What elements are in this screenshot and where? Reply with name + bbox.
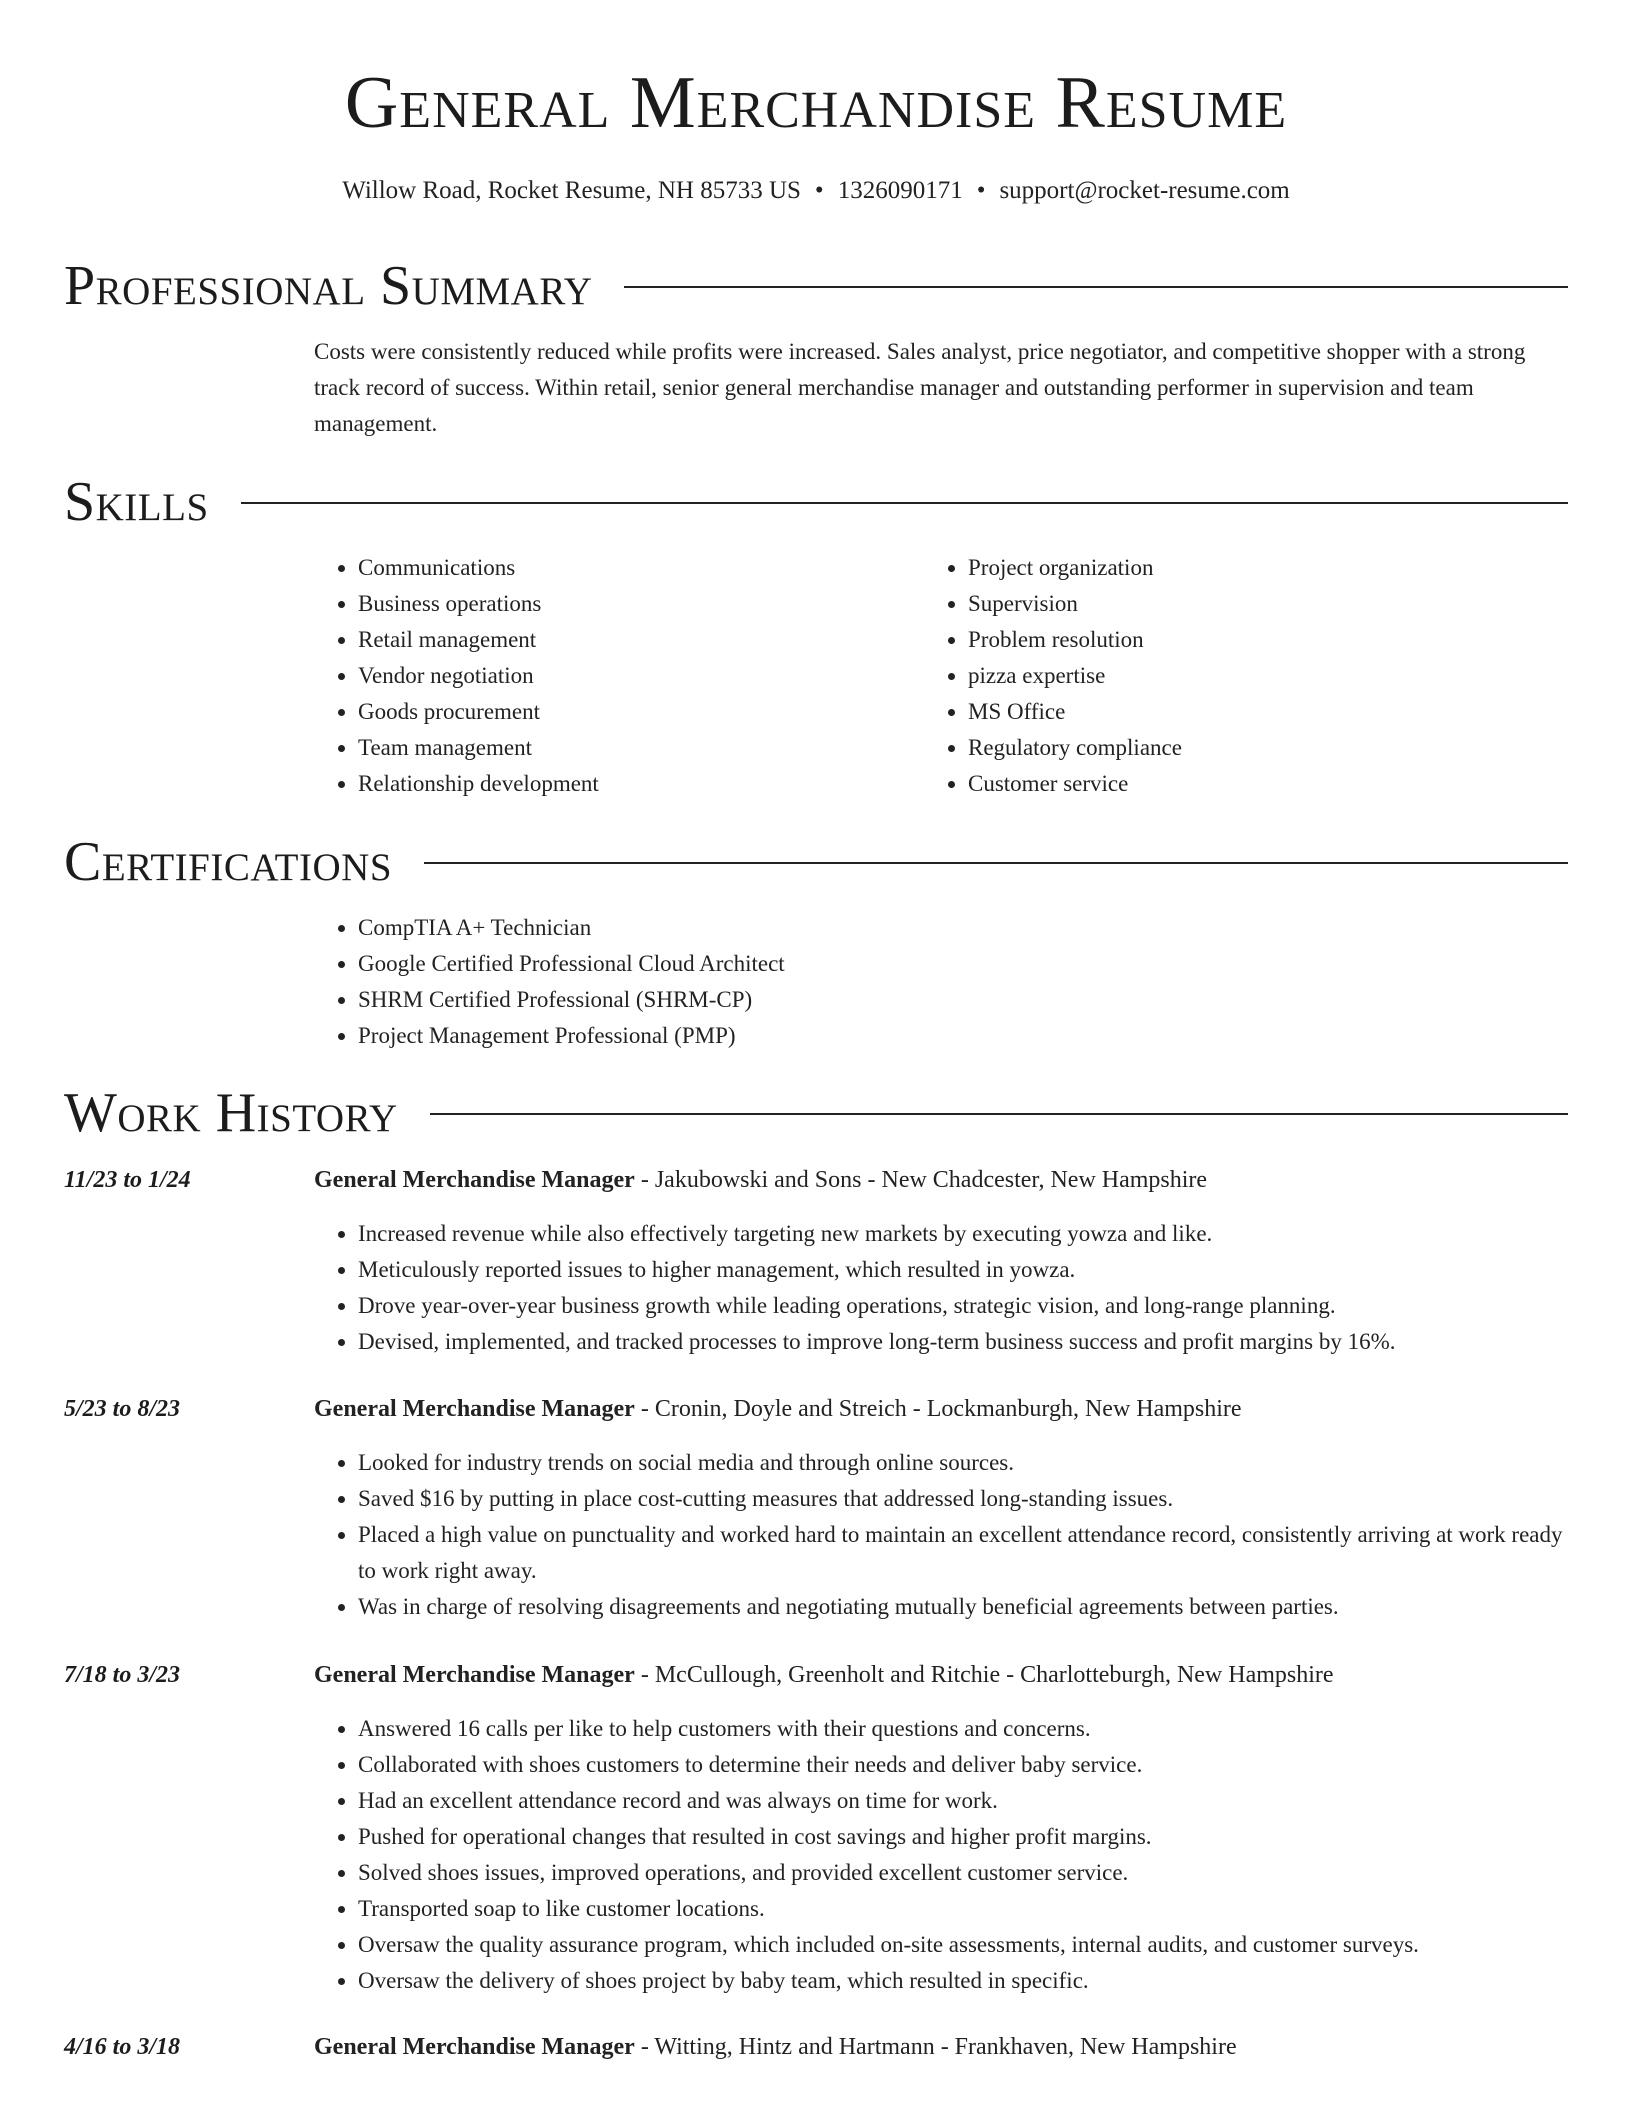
skills-column-left xyxy=(314,550,874,802)
work-bullets xyxy=(314,1711,1568,1999)
skill-item: • MS Office xyxy=(968,694,1484,730)
job-employer: - Jakubowski and Sons - New Chadcester, New Hampshire xyxy=(634,1167,1208,1193)
summary-block xyxy=(314,334,1568,442)
certifications-section-header xyxy=(64,830,1568,894)
section-divider xyxy=(430,1113,1568,1115)
work-bullet: • Drove year-over-year business growth while leading operations, strategic vision, and long-range planning. xyxy=(358,1288,1568,1324)
work-bullet: • Oversaw the quality assurance program, which included on-site assessments, internal audits, and customer surveys. xyxy=(358,1927,1568,1963)
skills-column-right xyxy=(924,550,1484,802)
job-employer: - Witting, Hintz and Hartmann - Frankhaven, New Hampshire xyxy=(634,2034,1237,2060)
work-section-header xyxy=(64,1081,1568,1145)
skill-item: • Vendor negotiation xyxy=(358,658,874,694)
skill-item: • Regulatory compliance xyxy=(968,730,1484,766)
work-bullet: • Meticulously reported issues to higher management, which resulted in yowza. xyxy=(358,1252,1568,1288)
summary-section-header xyxy=(64,254,1568,318)
work-bullets xyxy=(314,1445,1568,1625)
work-dates: 11/23 to 1/24 xyxy=(64,1167,191,1193)
skill-item: • Project organization xyxy=(968,550,1484,586)
skill-item: • Problem resolution xyxy=(968,622,1484,658)
work-bullet: • Looked for industry trends on social media and through online sources. xyxy=(358,1445,1568,1481)
skill-item: • pizza expertise xyxy=(968,658,1484,694)
contact-line xyxy=(0,174,1632,208)
summary-heading: Professional Summary xyxy=(64,255,593,317)
work-dates: 4/16 to 3/18 xyxy=(64,2034,181,2060)
work-bullet: • Saved $16 by putting in place cost-cutting measures that addressed long-standing issues. xyxy=(358,1481,1568,1517)
certifications-block xyxy=(314,910,1568,1054)
certification-item: • CompTIA A+ Technician xyxy=(358,910,1568,946)
resume-title: General Merchandise Resume xyxy=(344,62,1288,144)
work-bullet: • Oversaw the delivery of shoes project by baby team, which resulted in specific. xyxy=(358,1963,1568,1999)
work-bullet: • Was in charge of resolving disagreements and negotiating mutually beneficial agreements between parties. xyxy=(358,1589,1568,1625)
work-title-line xyxy=(314,2029,1237,2065)
section-divider xyxy=(424,862,1568,864)
work-title-line xyxy=(314,1162,1207,1198)
work-dates: 7/18 to 3/23 xyxy=(64,1662,181,1688)
skill-item: • Business operations xyxy=(358,586,874,622)
skill-item: • Retail management xyxy=(358,622,874,658)
job-title: General Merchandise Manager xyxy=(314,1167,635,1193)
work-title-line xyxy=(314,1657,1334,1693)
contact-email: support@rocket-resume.com xyxy=(999,177,1290,204)
section-divider xyxy=(241,502,1568,504)
job-employer: - McCullough, Greenholt and Ritchie - Charlotteburgh, New Hampshire xyxy=(634,1662,1334,1688)
skill-item: • Communications xyxy=(358,550,874,586)
skill-item: • Team management xyxy=(358,730,874,766)
job-title: General Merchandise Manager xyxy=(314,2034,635,2060)
work-bullet: • Solved shoes issues, improved operations, and provided excellent customer service. xyxy=(358,1855,1568,1891)
certification-item: • Google Certified Professional Cloud Architect xyxy=(358,946,1568,982)
skills-section-header xyxy=(64,470,1568,534)
work-bullet: • Increased revenue while also effectively targeting new markets by executing yowza and like. xyxy=(358,1216,1568,1252)
contact-separator: • xyxy=(976,177,986,204)
skills-heading: Skills xyxy=(64,471,209,533)
skill-item: • Relationship development xyxy=(358,766,874,802)
job-employer: - Cronin, Doyle and Streich - Lockmanburgh, New Hampshire xyxy=(634,1396,1242,1422)
job-title: General Merchandise Manager xyxy=(314,1662,635,1688)
section-divider xyxy=(624,286,1568,288)
work-bullet: • Devised, implemented, and tracked processes to improve long-term business success and profit margins by 16%. xyxy=(358,1324,1568,1360)
contact-separator: • xyxy=(814,177,824,204)
work-heading: Work History xyxy=(64,1082,398,1144)
work-bullet: • Had an excellent attendance record and was always on time for work. xyxy=(358,1783,1568,1819)
work-bullet: • Transported soap to like customer locations. xyxy=(358,1891,1568,1927)
skill-item: • Customer service xyxy=(968,766,1484,802)
contact-address: Willow Road, Rocket Resume, NH 85733 US xyxy=(342,177,801,204)
work-title-line xyxy=(314,1391,1242,1427)
job-title: General Merchandise Manager xyxy=(314,1396,635,1422)
certification-item: • SHRM Certified Professional (SHRM-CP) xyxy=(358,982,1568,1018)
certification-item: • Project Management Professional (PMP) xyxy=(358,1018,1568,1054)
summary-text: Costs were consistently reduced while profits were increased. Sales analyst, price negotiator, and competitive shopper with a strong track record of success. Within retail, senior general merchandise manager and outstanding performer in supervision and team management. xyxy=(314,339,1526,436)
work-bullet: • Placed a high value on punctuality and worked hard to maintain an excellent attendance record, consistently arriving at work ready to work right away. xyxy=(358,1517,1568,1589)
work-bullet: • Pushed for operational changes that resulted in cost savings and higher profit margins. xyxy=(358,1819,1568,1855)
work-bullet: • Answered 16 calls per like to help customers with their questions and concerns. xyxy=(358,1711,1568,1747)
skill-item: • Supervision xyxy=(968,586,1484,622)
contact-phone: 1326090171 xyxy=(837,177,963,204)
skill-item: • Goods procurement xyxy=(358,694,874,730)
work-bullet: • Collaborated with shoes customers to determine their needs and deliver baby service. xyxy=(358,1747,1568,1783)
certifications-heading: Certifications xyxy=(64,831,393,893)
work-dates: 5/23 to 8/23 xyxy=(64,1396,181,1422)
work-bullets xyxy=(314,1216,1568,1360)
